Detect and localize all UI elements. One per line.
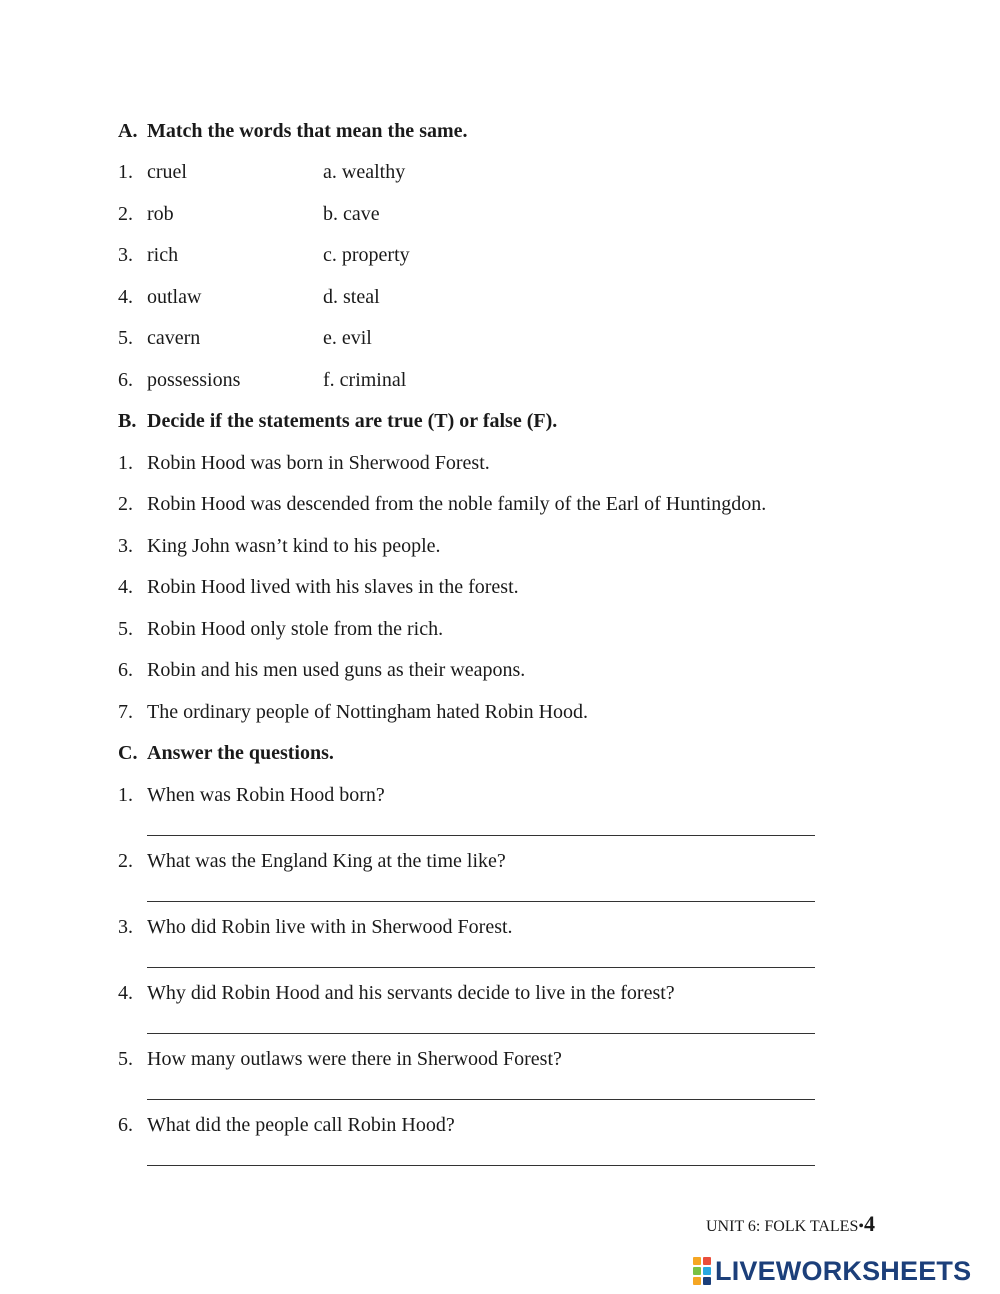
match-item: 5. cavern e. evil — [118, 327, 372, 349]
question-item: 3. Who did Robin live with in Sherwood Forest. — [118, 916, 513, 938]
answer-line[interactable] — [147, 835, 815, 836]
statement-item: 1. Robin Hood was born in Sherwood Forest. — [118, 452, 490, 474]
statement-item: 2. Robin Hood was descended from the noble family of the Earl of Huntingdon. — [118, 493, 767, 515]
question-item: 1. When was Robin Hood born? — [118, 784, 385, 806]
page-number: 4 — [863, 1211, 875, 1236]
page-footer — [706, 1213, 875, 1238]
answer-line[interactable] — [147, 967, 815, 968]
question-text: Who did Robin live with in Sherwood Forest. — [147, 916, 513, 938]
section-c-title: Answer the questions. — [147, 742, 334, 764]
section-b-heading — [118, 409, 557, 433]
match-item: 3. rich c. property — [118, 244, 410, 266]
liveworksheets-logo — [693, 1256, 971, 1286]
answer-line[interactable] — [147, 901, 815, 902]
question-item: 2. What was the England King at the time like? — [118, 850, 506, 872]
statement-text: Robin Hood was descended from the noble family of the Earl of Huntingdon. — [147, 493, 767, 515]
match-option: a. wealthy — [323, 161, 406, 183]
match-word: possessions — [147, 369, 241, 391]
match-option: b. cave — [323, 203, 380, 225]
statement-text: King John wasn’t kind to his people. — [147, 535, 441, 557]
match-item: 6. possessions f. criminal — [118, 369, 407, 391]
question-text: How many outlaws were there in Sherwood Forest? — [147, 1048, 562, 1070]
statement-item: 3. King John wasn’t kind to his people. — [118, 535, 441, 557]
statement-text: Robin Hood only stole from the rich. — [147, 618, 444, 640]
answer-line[interactable] — [147, 1099, 815, 1100]
match-item: 4. outlaw d. steal — [118, 286, 380, 308]
match-word: rich — [147, 244, 179, 266]
statement-text: Robin Hood was born in Sherwood Forest. — [147, 452, 490, 474]
match-word: cruel — [147, 161, 187, 183]
match-option: e. evil — [323, 327, 372, 349]
match-word: cavern — [147, 327, 201, 349]
match-word: outlaw — [147, 286, 202, 308]
answer-line[interactable] — [147, 1165, 815, 1166]
question-text: What did the people call Robin Hood? — [147, 1114, 455, 1136]
match-option: d. steal — [323, 286, 380, 308]
section-c-letter: C. — [118, 742, 138, 764]
match-option: f. criminal — [323, 369, 407, 391]
question-item: 4. Why did Robin Hood and his servants decide to live in the forest? — [118, 982, 675, 1004]
footer-bullet: • — [858, 1218, 864, 1235]
statement-item: 4. Robin Hood lived with his slaves in the forest. — [118, 576, 519, 598]
question-text: Why did Robin Hood and his servants decide to live in the forest? — [147, 982, 675, 1004]
section-a-title: Match the words that mean the same. — [147, 120, 468, 142]
section-b-letter: B. — [118, 410, 137, 432]
question-text: What was the England King at the time like? — [147, 850, 506, 872]
match-item: 2. rob b. cave — [118, 203, 380, 225]
unit-label: UNIT 6: FOLK TALES — [706, 1218, 859, 1235]
match-option: c. property — [323, 244, 410, 266]
section-a-heading — [118, 119, 468, 143]
statement-item: 6. Robin and his men used guns as their weapons. — [118, 659, 526, 681]
section-c-heading — [118, 741, 334, 765]
question-item: 6. What did the people call Robin Hood? — [118, 1114, 455, 1136]
logo-text: LIVEWORKSHEETS — [715, 1255, 972, 1286]
statement-text: Robin Hood lived with his slaves in the forest. — [147, 576, 519, 598]
question-text: When was Robin Hood born? — [147, 784, 385, 806]
answer-line[interactable] — [147, 1033, 815, 1034]
section-a-letter: A. — [118, 120, 138, 142]
statement-item: 5. Robin Hood only stole from the rich. — [118, 618, 444, 640]
statement-item: 7. The ordinary people of Nottingham hated Robin Hood. — [118, 701, 589, 723]
match-item: 1. cruel a. wealthy — [118, 161, 406, 183]
question-item: 5. How many outlaws were there in Sherwood Forest? — [118, 1048, 562, 1070]
match-word: rob — [147, 203, 174, 225]
statement-text: Robin and his men used guns as their weapons. — [147, 659, 526, 681]
logo-mark-icon — [693, 1257, 711, 1285]
statement-text: The ordinary people of Nottingham hated Robin Hood. — [147, 701, 589, 723]
section-b-title: Decide if the statements are true (T) or false (F). — [147, 410, 558, 432]
